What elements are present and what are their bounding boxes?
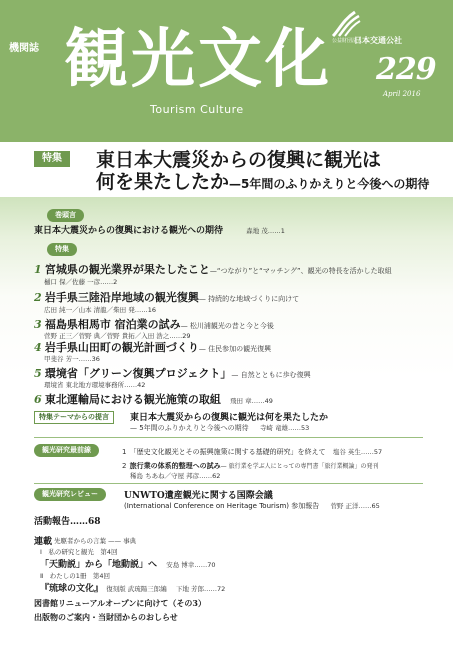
notice-text: 出版物のご案内・当財団からのおしらせ	[34, 612, 178, 622]
item-title: 環境省「グリーン復興プロジェクト」	[44, 367, 232, 380]
item-number: 3	[34, 318, 42, 331]
item-sub: —“つながり”と“マッチング”、観光の特長を活かした取組	[209, 267, 392, 275]
serial-i-label: Ⅰ 私の研究と観光 第4回	[40, 548, 118, 556]
teigen-author: 寺崎 竜雄……53	[259, 424, 310, 432]
research-tag: 観光研究最前線	[34, 444, 99, 457]
library-note	[34, 598, 206, 609]
item-sub: — 自然とともに歩む復興	[231, 371, 311, 379]
research-number: 2	[122, 462, 127, 470]
item-number: 5	[34, 367, 42, 380]
item-author: 広田 純一／山本 清龍／柴田 発……16	[44, 306, 156, 314]
serial-ii-label: Ⅱ わたしの1冊 第4回	[40, 572, 110, 580]
divider	[34, 437, 423, 438]
item-title: 東北運輸局における観光施策の取組	[44, 393, 221, 406]
toc-item	[34, 289, 299, 305]
item-author: 甲斐谷 芳一……36	[44, 355, 100, 363]
feature-title-line2	[96, 167, 429, 194]
review-tag: 観光研究レビュー	[34, 488, 106, 501]
publisher-prefix: 公益財団法人	[332, 38, 363, 44]
activity-report	[34, 514, 101, 527]
item-sub: — 持続的な地域づくりに向けて	[198, 295, 300, 303]
serial-ii-entry	[40, 581, 225, 594]
item-title: 岩手県三陸沿岸地域の観光復興	[44, 291, 199, 304]
review-author: 菅野 正洋……65	[330, 502, 380, 510]
item-sub: — 松川浦観光の昔と今と今後	[180, 322, 274, 330]
activity-label: 活動報告……68	[34, 517, 101, 527]
serial-ii-author: 下地 芳郎……72	[175, 585, 226, 593]
teigen-tag: 特集テーマからの提言	[34, 411, 114, 424]
kantogen-title: 東日本大震災からの復興における観光への期待	[34, 226, 224, 236]
serial-ii-title: 『琉球の文化』	[40, 584, 104, 594]
item-number: 6	[34, 393, 42, 406]
magazine-title: 観光文化	[64, 22, 332, 97]
teigen-title: 東日本大震災からの復興に観光は何を果たしたか	[130, 413, 329, 423]
review-title: UNWTO遺産観光に関する国際会議	[124, 491, 273, 501]
item-title: 宮城県の観光業界が果たしたこと	[44, 263, 210, 276]
research-sub: — 旅行業を学ぶ人にとっての専門書「旅行業概論」の発刊	[220, 463, 379, 470]
kantogen-tag: 巻頭言	[47, 209, 84, 222]
issue-number: 229	[376, 52, 436, 87]
issue-date: April 2016	[383, 90, 421, 98]
serial-i-entry	[40, 557, 216, 570]
serial-label: 連載	[34, 537, 53, 547]
tokushu-tag: 特集	[47, 243, 77, 256]
toc-item	[34, 391, 273, 407]
review-line2	[124, 500, 380, 511]
serial-ii-pub: 復刻版 武琉陽三郎編	[106, 585, 167, 593]
kikanshi-label: 機関誌	[9, 43, 39, 54]
toc-item	[34, 316, 274, 332]
item-sub: — 住民参加の観光復興	[198, 345, 272, 353]
feature-title-main: 何を果たしたか	[96, 171, 230, 193]
teigen-sub: — 5年間のふりかえりと今後への期待	[130, 424, 249, 432]
feature-title-line1: 東日本大震災からの復興に観光は	[96, 149, 382, 171]
toc-item	[34, 261, 392, 277]
toc-item	[34, 339, 271, 355]
item-number: 1	[34, 263, 42, 276]
item-author: 樋口 保／佐藤 一彦……2	[44, 278, 118, 286]
review-title-en: (International Conference on Heritage Tourism) 参加報告	[124, 502, 320, 510]
item-author: 菅野 正三／菅野 典／菅野 貴拓／入田 浩之……29	[44, 332, 191, 340]
research-number: 1	[122, 448, 127, 456]
research-author: 塩谷 英生……57	[332, 448, 383, 456]
kantogen-author: 森地 茂……1	[246, 227, 285, 235]
research-author: 稀島 ちあね／守屋 邦彦……62	[130, 472, 221, 480]
item-title: 岩手県山田町の観光計画づくり	[44, 341, 199, 354]
research-item	[122, 460, 378, 471]
toc-item	[34, 365, 311, 381]
feature-tag: 特集	[34, 151, 70, 167]
library-text: 図書館リニューアルオープンに向けて（その3）	[34, 598, 206, 608]
research-title: 「歴史文化観光とその振興施策に関する基礎的研究」を終えて	[129, 448, 326, 456]
serial-sub: 先駆者からの言葉 —— 事典	[54, 537, 137, 545]
publisher-name: 日本交通公社	[354, 36, 402, 45]
item-number: 2	[34, 291, 42, 304]
research-item	[122, 446, 382, 457]
magazine-title-en: Tourism Culture	[150, 103, 244, 116]
item-title: 福島県相馬市 宿泊業の試み	[44, 318, 181, 331]
publisher-logo-icon	[329, 10, 361, 38]
divider	[34, 483, 423, 484]
feature-subtitle: —5年間のふりかえりと今後への期待	[229, 177, 430, 191]
item-number: 4	[34, 341, 42, 354]
item-author: 飛田 章……49	[230, 397, 273, 405]
research-title: 旅行業の体系的整理への試み	[129, 462, 221, 470]
serial-i-title: 「天動説」から「地動説」へ	[40, 560, 158, 570]
notice-note	[34, 612, 178, 623]
teigen-sub-line	[130, 422, 309, 433]
kantogen-entry	[34, 223, 285, 236]
serial-i-author: 安島 博幸……70	[166, 561, 216, 569]
item-author: 環境省 東北地方環境事務所……42	[44, 381, 146, 389]
